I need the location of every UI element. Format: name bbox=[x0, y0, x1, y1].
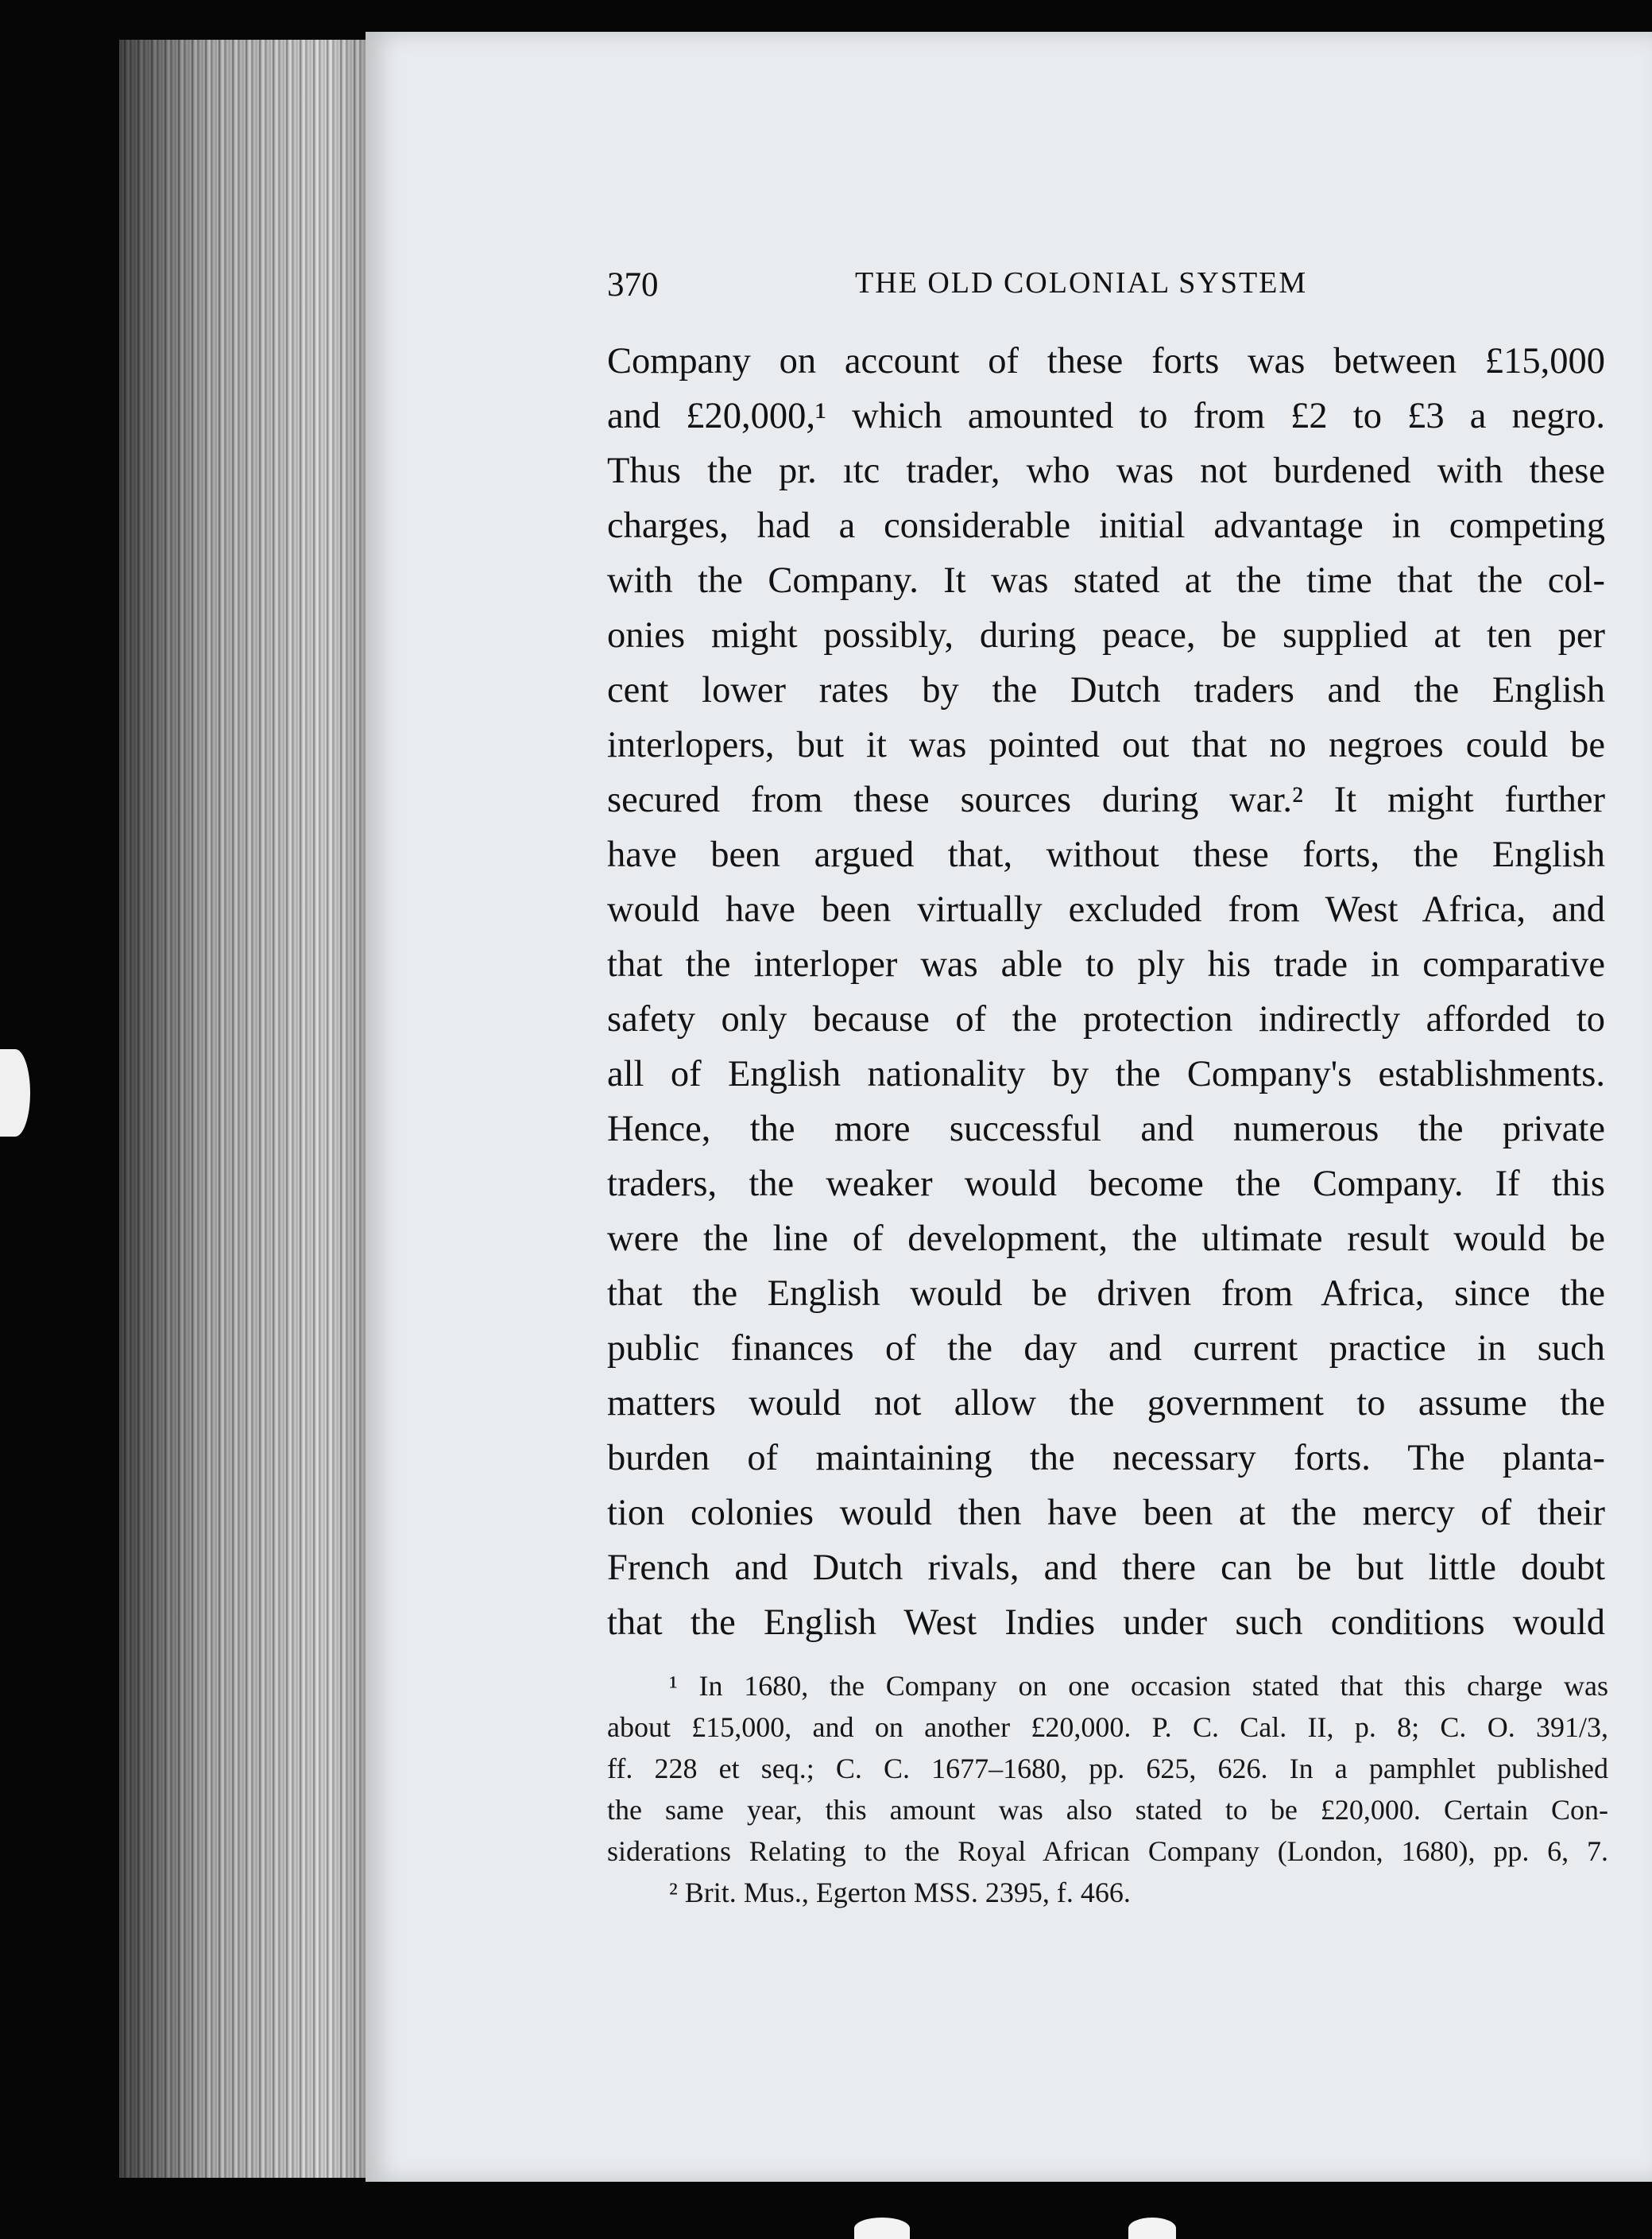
body-line: interlopers, but it was pointed out that no negroes could be bbox=[607, 725, 1605, 765]
running-head: THE OLD COLONIAL SYSTEM bbox=[855, 266, 1308, 300]
footnote-1-line: ff. 228 et seq.; C. C. 1677–1680, pp. 625, 626. In a pamphlet published bbox=[607, 1753, 1608, 1784]
body-line: that the English would be driven from Africa, since the bbox=[607, 1273, 1605, 1314]
body-line: with the Company. It was stated at the time that the col- bbox=[607, 560, 1605, 601]
footnotes bbox=[607, 1665, 1608, 1913]
body-line: charges, had a considerable initial advantage in competing bbox=[607, 506, 1605, 546]
scan-artifact-bottom bbox=[854, 2218, 910, 2239]
body-line: and £20,000,¹ which amounted to from £2 to £3 a negro. bbox=[607, 396, 1605, 436]
scan-artifact-left bbox=[0, 1049, 30, 1137]
page-header bbox=[607, 262, 1608, 310]
body-line: cent lower rates by the Dutch traders and the English bbox=[607, 670, 1605, 711]
body-line: matters would not allow the government to assume the bbox=[607, 1383, 1605, 1424]
page-edge-shadow bbox=[119, 40, 381, 2178]
body-line: safety only because of the protection indirectly afforded to bbox=[607, 999, 1605, 1040]
body-line: secured from these sources during war.² It might further bbox=[607, 780, 1605, 820]
body-line: onies might possibly, during peace, be supplied at ten per bbox=[607, 615, 1605, 656]
footnote-1-line: ¹ In 1680, the Company on one occasion stated that this charge was bbox=[669, 1670, 1608, 1702]
footnote-1-line: siderations Relating to the Royal African Company (London, 1680), pp. 6, 7. bbox=[607, 1835, 1608, 1867]
body-line: public finances of the day and current practice in such bbox=[607, 1328, 1605, 1369]
footnote-1-line: the same year, this amount was also stated to be £20,000. Certain Con- bbox=[607, 1794, 1608, 1826]
body-line: all of English nationality by the Company's establishments. bbox=[607, 1054, 1605, 1094]
body-line: have been argued that, without these forts, the English bbox=[607, 835, 1605, 875]
body-line: burden of maintaining the necessary forts. The planta- bbox=[607, 1438, 1605, 1478]
body-line: were the line of development, the ultimate result would be bbox=[607, 1218, 1605, 1259]
body-line: that the interloper was able to ply his trade in comparative bbox=[607, 944, 1605, 985]
footnote-1-line: about £15,000, and on another £20,000. P. C. Cal. II, p. 8; C. O. 391/3, bbox=[607, 1711, 1608, 1743]
body-line: tion colonies would then have been at the mercy of their bbox=[607, 1493, 1605, 1533]
body-line: traders, the weaker would become the Company. If this bbox=[607, 1164, 1605, 1204]
body-line: that the English West Indies under such conditions would bbox=[607, 1602, 1605, 1643]
page-number: 370 bbox=[607, 266, 659, 304]
scan-artifact-bottom bbox=[1128, 2218, 1176, 2239]
body-line: Thus the pr. ıtc trader, who was not burdened with these bbox=[607, 451, 1605, 491]
body-line: would have been virtually excluded from West Africa, and bbox=[607, 889, 1605, 930]
body-line: French and Dutch rivals, and there can be but little doubt bbox=[607, 1548, 1605, 1588]
footnote-2-line: ² Brit. Mus., Egerton MSS. 2395, f. 466. bbox=[669, 1877, 1131, 1908]
body-text bbox=[607, 334, 1605, 1650]
body-line: Hence, the more successful and numerous the private bbox=[607, 1109, 1605, 1149]
body-line: Company on account of these forts was between £15,000 bbox=[607, 341, 1605, 382]
